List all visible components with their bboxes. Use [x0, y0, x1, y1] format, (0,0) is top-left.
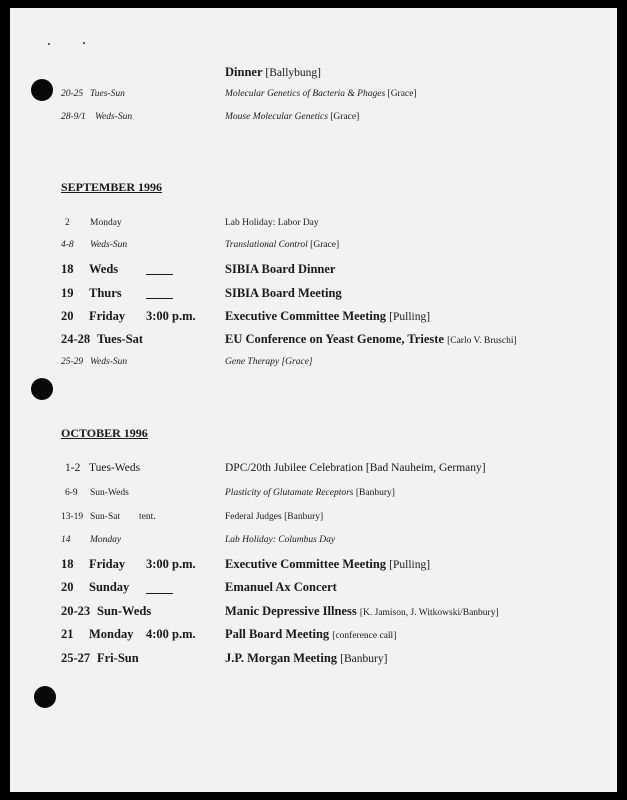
- event-title: SIBIA Board Meeting: [225, 286, 342, 300]
- day: Friday: [89, 557, 126, 571]
- date: 20-25: [61, 89, 84, 99]
- month-heading: OCTOBER 1996: [61, 426, 148, 440]
- date: 25-29: [61, 357, 84, 367]
- event-title: Molecular Genetics of Bacteria & Phages [Grace]: [225, 89, 417, 99]
- time: 3:00 p.m.: [146, 557, 196, 571]
- day: Sunday: [89, 580, 130, 594]
- event-title: Plasticity of Glutamate Receptors [Banbury]: [225, 488, 395, 498]
- ink-mark: [83, 42, 85, 44]
- date: 20: [61, 309, 74, 323]
- date: 19: [61, 286, 74, 300]
- event-title: Federal Judges [Banbury]: [225, 512, 324, 522]
- day: Sun-Sat: [90, 512, 121, 522]
- date: 24-28: [61, 332, 91, 346]
- time: 3:00 p.m.: [146, 309, 196, 323]
- time: 4:00 p.m.: [146, 627, 196, 641]
- document-page: [10, 8, 617, 792]
- date: 25-27: [61, 651, 91, 665]
- ink-mark: [48, 43, 50, 45]
- day: Tues-Sun: [90, 89, 125, 99]
- date: 2: [65, 218, 70, 228]
- event-title: Emanuel Ax Concert: [225, 580, 337, 594]
- event-title: Executive Committee Meeting [Pulling]: [225, 309, 431, 323]
- day: Thurs: [89, 286, 122, 300]
- day: Weds-Sun: [90, 240, 128, 250]
- event-title: Pall Board Meeting [conference call]: [225, 627, 397, 641]
- event-title: Manic Depressive Illness [K. Jamison, J. Witkowski/Banbury]: [225, 604, 499, 618]
- date: 18: [61, 557, 74, 571]
- event-title: Gene Therapy [Grace]: [225, 357, 313, 367]
- date: 14: [61, 535, 71, 545]
- event-title: DPC/20th Jubilee Celebration [Bad Nauheim, Germany]: [225, 462, 486, 474]
- date: 13-19: [61, 512, 84, 522]
- date: 4-8: [61, 240, 74, 250]
- time: tent.: [139, 512, 156, 522]
- day: Monday: [90, 218, 122, 228]
- event-title: J.P. Morgan Meeting [Banbury]: [225, 651, 388, 665]
- day: Monday: [89, 627, 134, 641]
- day: Tues-Weds: [89, 462, 141, 474]
- event-title: SIBIA Board Dinner: [225, 262, 336, 276]
- month-heading: SEPTEMBER 1996: [61, 180, 163, 194]
- date: 1-2: [65, 462, 81, 474]
- event-title: EU Conference on Yeast Genome, Trieste [Carlo V. Bruschi]: [225, 332, 517, 346]
- event-title: Lab Holiday: Labor Day: [225, 218, 319, 228]
- date: 20-23: [61, 604, 91, 618]
- punch-hole: [31, 378, 53, 400]
- date: 28-9/1: [61, 112, 86, 122]
- time-blank: [146, 593, 173, 594]
- punch-hole: [34, 686, 56, 708]
- day: Weds-Sun: [90, 357, 128, 367]
- time-blank: [146, 274, 173, 275]
- day: Weds-Sun: [95, 112, 133, 122]
- time-blank: [146, 298, 173, 299]
- punch-hole: [31, 79, 53, 101]
- date: 21: [61, 627, 74, 641]
- event-title: Mouse Molecular Genetics [Grace]: [225, 112, 360, 122]
- date: 20: [61, 580, 74, 594]
- day: Monday: [90, 535, 122, 545]
- day: Sun-Weds: [90, 488, 129, 498]
- day: Tues-Sat: [97, 332, 144, 346]
- day: Friday: [89, 309, 126, 323]
- dinner-entry: Dinner [Ballybung]: [225, 65, 321, 79]
- day: Sun-Weds: [97, 604, 152, 618]
- date: 18: [61, 262, 74, 276]
- event-title: Lab Holiday: Columbus Day: [225, 535, 336, 545]
- event-title: Translational Control [Grace]: [225, 240, 340, 250]
- date: 6-9: [65, 488, 78, 498]
- day: Fri-Sun: [97, 651, 139, 665]
- day: Weds: [89, 262, 119, 276]
- event-title: Executive Committee Meeting [Pulling]: [225, 557, 431, 571]
